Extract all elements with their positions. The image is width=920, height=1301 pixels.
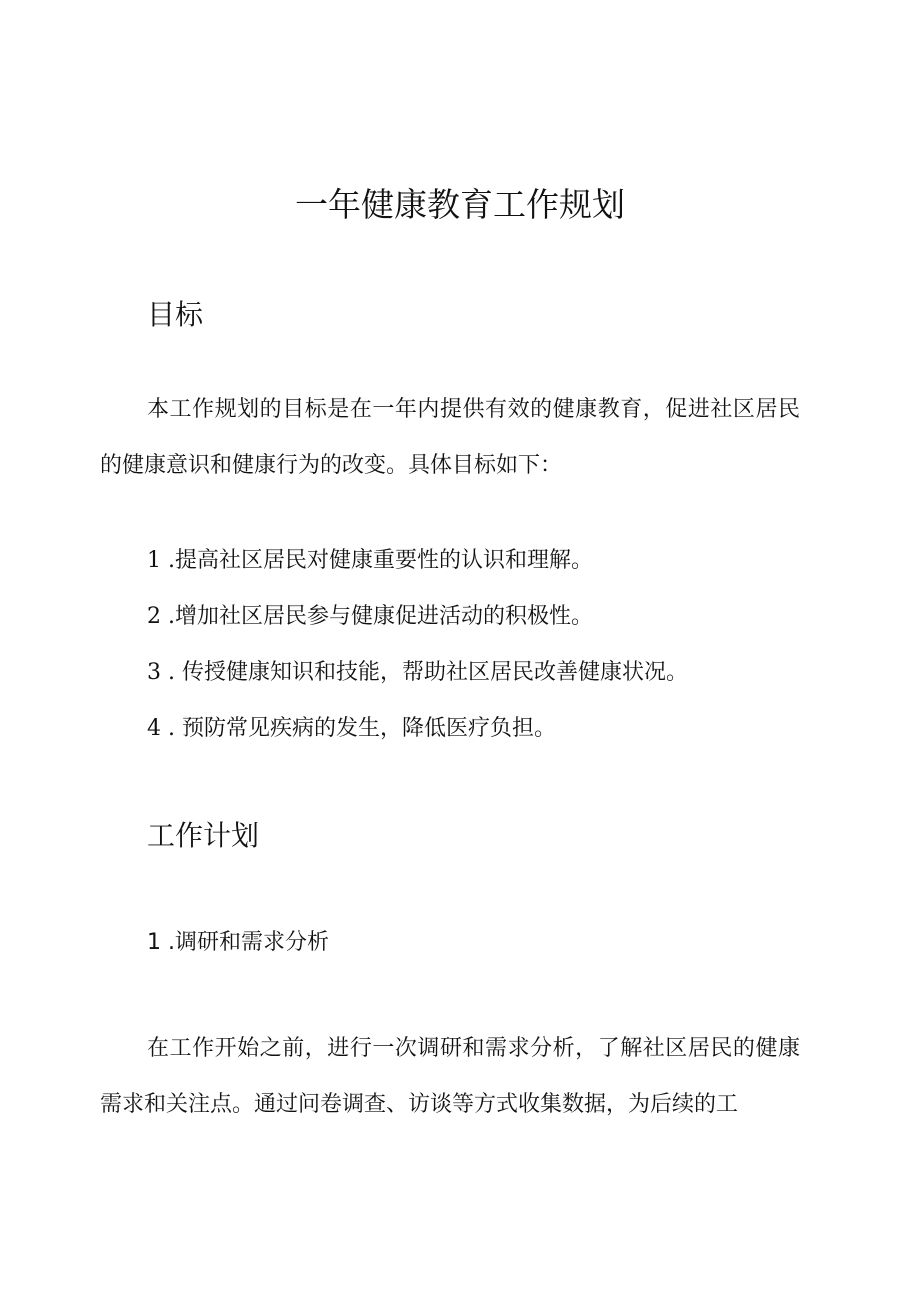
- goal-list-item-2: 2 .增加社区居民参与健康促进活动的积极性。: [147, 604, 593, 629]
- subsection-heading-research: 1 .调研和需求分析: [147, 930, 329, 955]
- document-title: 一年健康教育工作规划: [295, 185, 625, 224]
- research-paragraph: 在工作开始之前，进行一次调研和需求分析，了解社区居民的健康需求和关注点。通过问卷调查、访谈等方式收集数据，为后续的工: [100, 1036, 800, 1117]
- goal-intro-paragraph: 本工作规划的目标是在一年内提供有效的健康教育，促进社区居民的健康意识和健康行为的改变。具体目标如下：: [100, 397, 800, 478]
- goal-list-item-4: 4 . 预防常见疾病的发生，降低医疗负担。: [147, 716, 556, 741]
- goal-list-item-3: 3 . 传授健康知识和技能，帮助社区居民改善健康状况。: [147, 660, 688, 685]
- section-heading-plan: 工作计划: [147, 819, 260, 852]
- goal-list-item-1: 1 .提高社区居民对健康重要性的认识和理解。: [147, 548, 593, 573]
- section-heading-goal: 目标: [147, 298, 204, 331]
